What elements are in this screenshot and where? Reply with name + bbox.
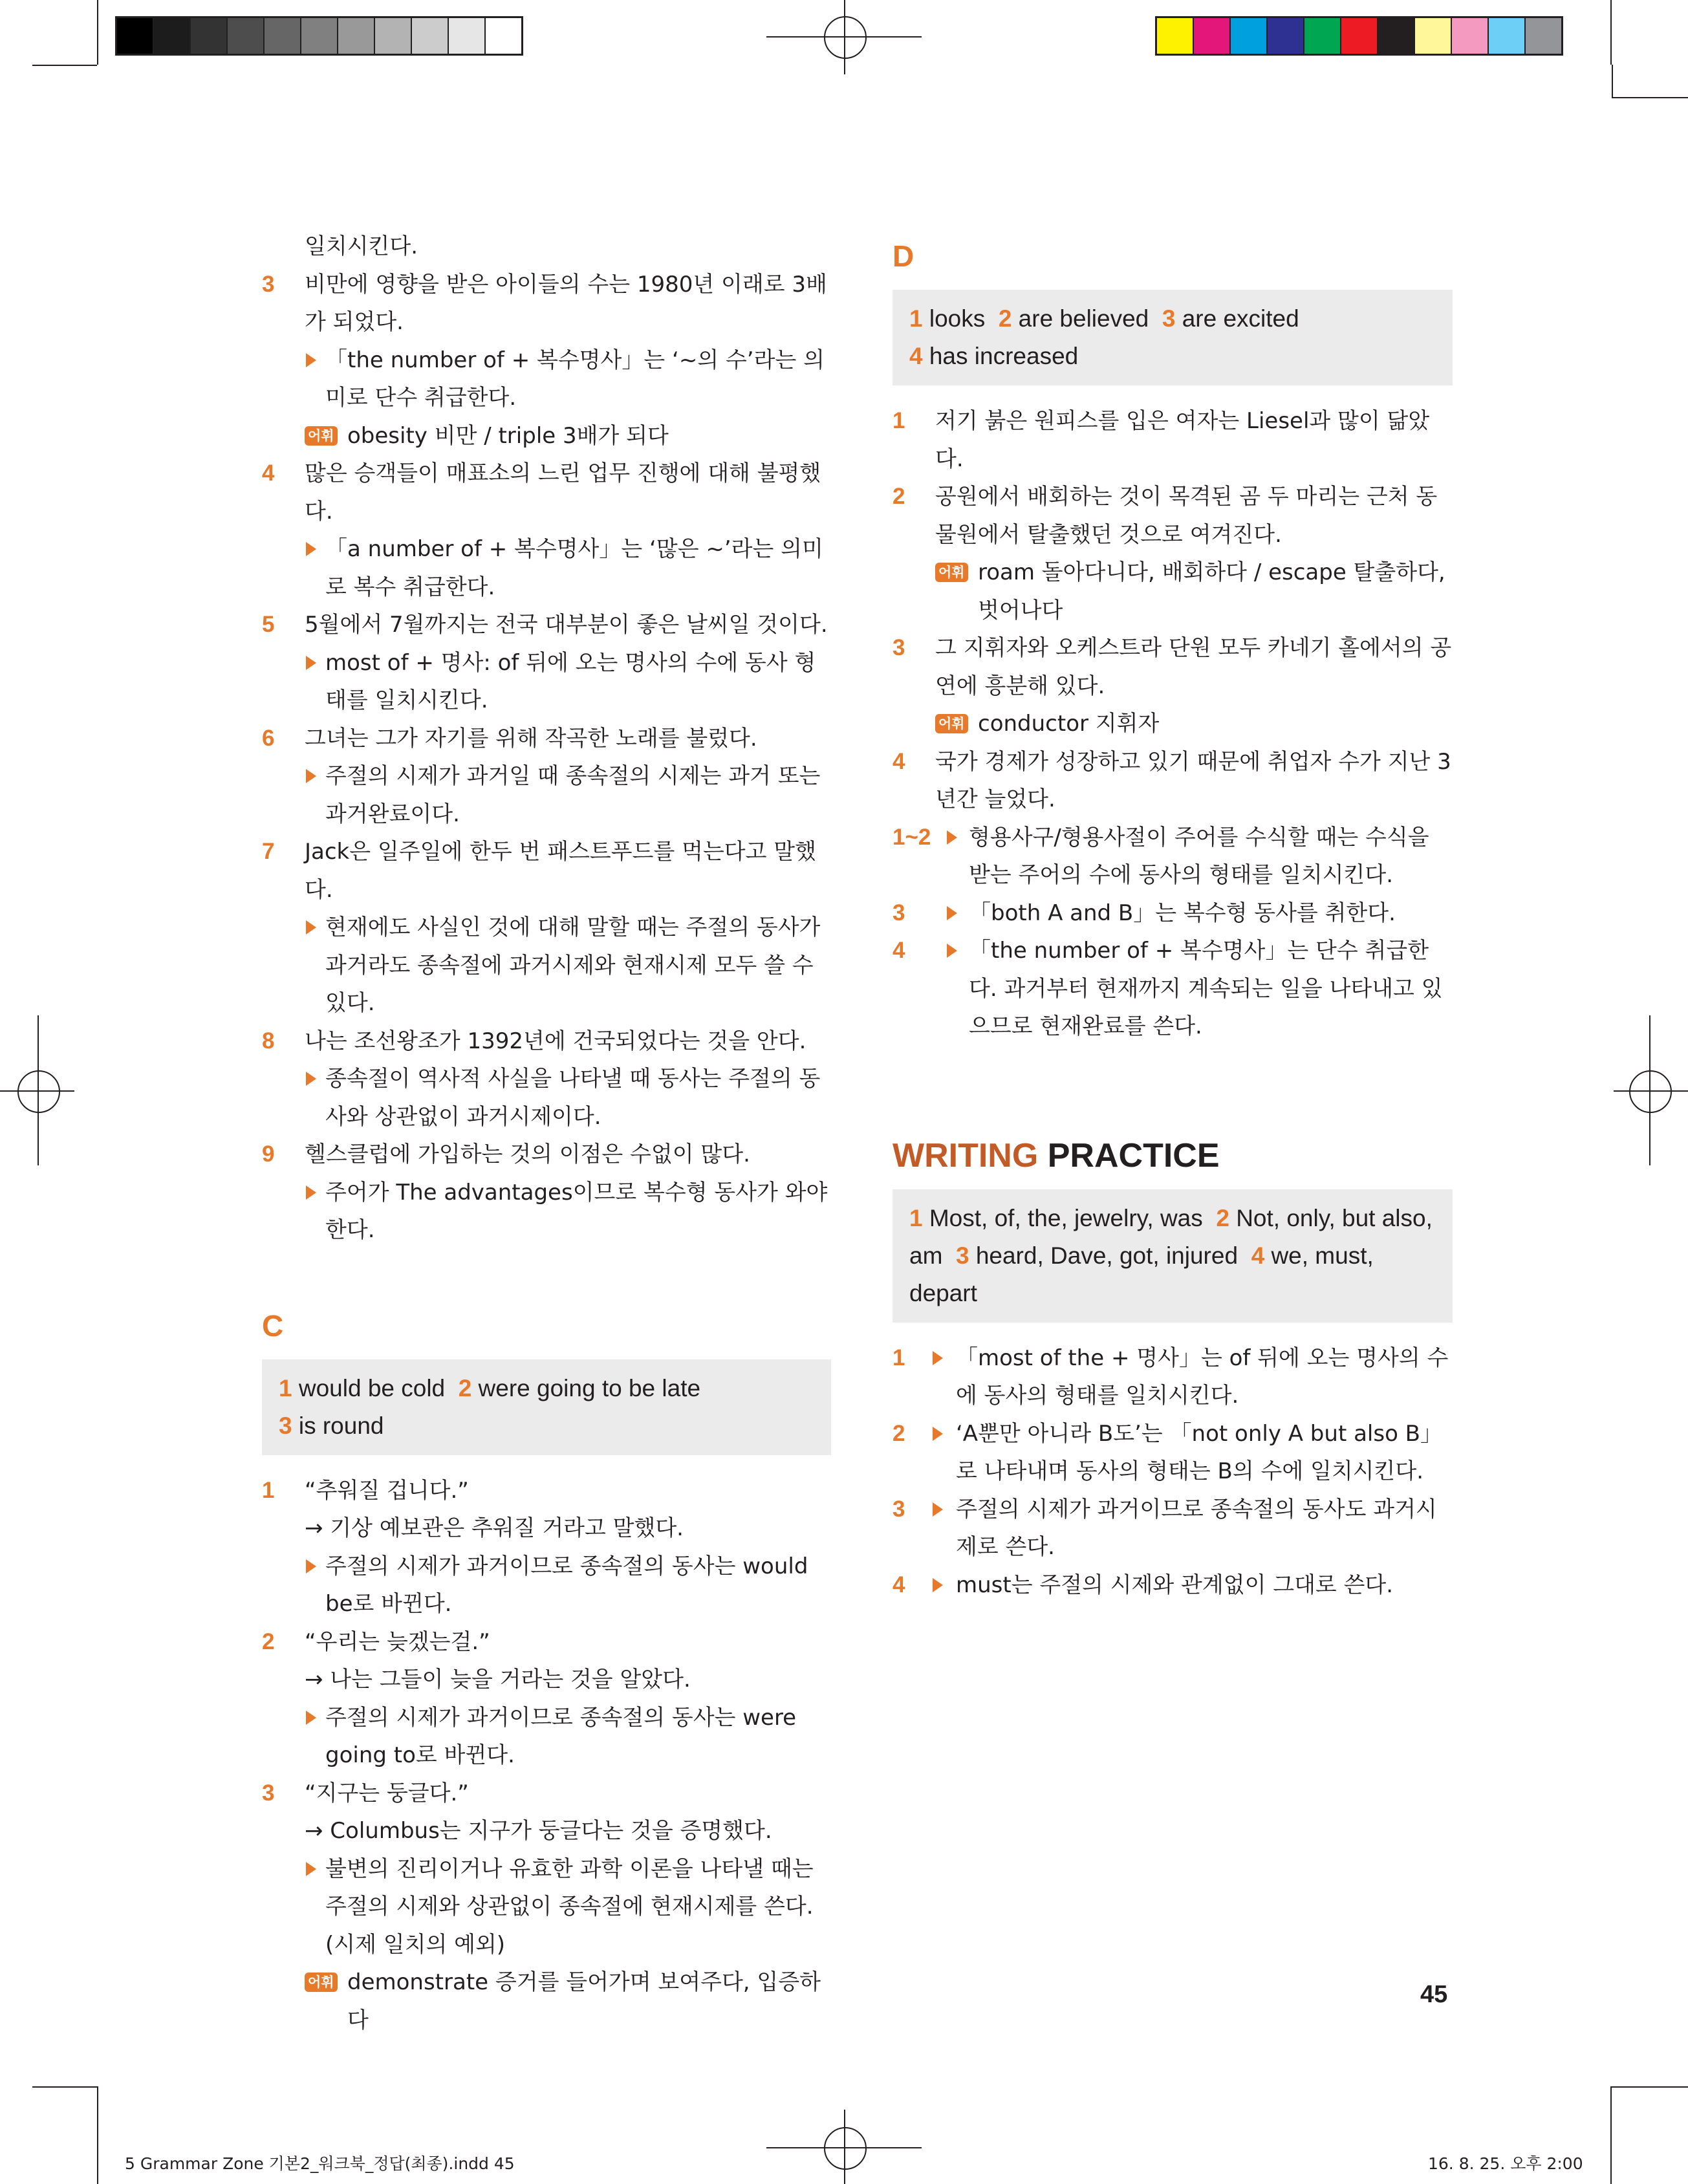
answer-number: 2	[458, 1374, 472, 1401]
item-c1	[262, 1472, 831, 1510]
explanation-note: 현재에도 사실인 것에 대해 말할 때는 주절의 동사가 과거라도 종속절에 과거시제와 현재시제 모두 쓸 수 있다.	[305, 909, 831, 1022]
item-number: 3	[262, 1780, 275, 1806]
item-number: 4	[893, 748, 905, 774]
section-d-heading: D	[893, 239, 914, 273]
left-column	[262, 228, 831, 2039]
answer-text: were going to be late	[478, 1374, 701, 1401]
item-text: 비만에 영향을 받은 아이들의 수는 1980년 이래로 3배가 되었다.	[305, 271, 827, 335]
greyscale-swatch	[191, 18, 228, 54]
heading-word: PRACTICE	[1047, 1136, 1220, 1174]
color-swatch	[1231, 18, 1268, 54]
color-swatch	[1452, 18, 1489, 54]
color-swatch	[1304, 18, 1341, 54]
item-number: 1	[262, 1477, 275, 1503]
item-number: 4	[262, 460, 275, 486]
item-number: 3	[893, 1496, 905, 1522]
explanation-note: 「the number of + 복수명사」는 ‘~의 수’라는 의미로 단수 취급한다.	[305, 341, 831, 417]
item-b8	[262, 1022, 831, 1061]
footer-filename: 5 Grammar Zone 기본2_워크북_정답(최종).indd 45	[125, 2154, 515, 2173]
greyscale-swatch	[486, 18, 521, 54]
item-c2	[262, 1623, 831, 1661]
color-swatch	[1489, 18, 1526, 54]
item-number: 1	[893, 408, 905, 433]
item-number: 5	[262, 612, 275, 637]
item-number: 3	[893, 900, 905, 925]
writing-note-3	[893, 1491, 1453, 1566]
item-b4	[262, 455, 831, 530]
converted-sentence: → Columbus는 지구가 둥글다는 것을 증명했다.	[305, 1818, 772, 1844]
item-d1	[893, 402, 1453, 478]
item-text: Jack은 일주일에 한두 번 패스트푸드를 먹는다고 말했다.	[305, 839, 816, 903]
answer-number: 3	[955, 1242, 969, 1269]
vocab-text: demonstrate 증거를 들어가며 보여주다, 입증하다	[347, 1969, 821, 2033]
item-number: 4	[893, 1572, 905, 1597]
answer-number: 1	[909, 1204, 923, 1231]
item-text: 나는 조선왕조가 1392년에 건국되었다는 것을 안다.	[305, 1028, 806, 1054]
answer-text: heard, Dave, got, injured	[975, 1242, 1239, 1269]
vocab-text: roam 돌아다니다, 배회하다 / escape 탈출하다, 벗어나다	[978, 559, 1445, 623]
item-text: “지구는 둥글다.”	[305, 1780, 469, 1806]
note-arrow-icon	[933, 1427, 943, 1441]
explanation-note: 주절의 시제가 과거일 때 종속절의 시제는 과거 또는 과거완료이다.	[305, 757, 831, 833]
note-text: 「both A and B」는 복수형 동사를 취한다.	[969, 900, 1396, 926]
heading-word: WRITING	[893, 1136, 1039, 1174]
answer-text: Not, only, but also, am	[909, 1204, 1433, 1269]
item-c3	[262, 1775, 831, 1813]
note-text: ‘A뿐만 아니라 B도’는 「not only A but also B」로 나타내며 동사의 형태는 B의 수에 일치시킨다.	[956, 1420, 1443, 1484]
writing-note-4	[893, 1566, 1453, 1605]
vocab-tag: 어휘	[305, 1973, 338, 1992]
item-d3	[893, 629, 1453, 705]
item-b5	[262, 606, 831, 644]
footer-datetime: 16. 8. 25. 오후 2:00	[1428, 2154, 1583, 2173]
answer-number: 3	[279, 1412, 292, 1439]
answer-text: looks	[929, 305, 986, 332]
color-swatch	[1415, 18, 1452, 54]
item-b9	[262, 1136, 831, 1174]
item-d4	[893, 743, 1453, 819]
section-c-heading: C	[262, 1308, 284, 1343]
vocab-line	[305, 1963, 831, 2039]
greyscale-swatch	[228, 18, 265, 54]
item-text: 국가 경제가 성장하고 있기 때문에 취업자 수가 지난 3년간 늘었다.	[935, 748, 1451, 812]
note-arrow-icon	[947, 906, 957, 920]
explanation-note: 종속절이 역사적 사실을 나타낼 때 동사는 주절의 동사와 상관없이 과거시제이다.	[305, 1060, 831, 1136]
item-number: 1	[893, 1345, 905, 1370]
answer-number: 2	[1216, 1204, 1229, 1231]
note-text: must는 주절의 시제와 관계없이 그대로 쓴다.	[956, 1572, 1394, 1598]
item-number: 8	[262, 1028, 275, 1054]
greyscale-swatch	[449, 18, 486, 54]
note-text: 「the number of + 복수명사」는 단수 취급한다. 과거부터 현재까지 계속되는 일을 나타내고 있으므로 현재완료를 쓴다.	[969, 938, 1443, 1039]
greyscale-swatch	[154, 18, 191, 54]
note-1-2	[893, 819, 1453, 894]
note-arrow-icon	[933, 1351, 943, 1365]
item-text: 그 지휘자와 오케스트라 단원 모두 카네기 홀에서의 공연에 흥분해 있다.	[935, 635, 1452, 699]
greyscale-swatch	[117, 18, 154, 54]
item-text: 공원에서 배회하는 것이 목격된 곰 두 마리는 근처 동물원에서 탈출했던 것으로 여겨진다.	[935, 484, 1438, 548]
section-c-answer-box	[262, 1359, 831, 1455]
explanation-note: 주절의 시제가 과거이므로 종속절의 동사는 were going to로 바뀐다.	[305, 1699, 831, 1775]
explanation-note: 주어가 The advantages이므로 복수형 동사가 와야 한다.	[305, 1174, 831, 1249]
vocab-line	[305, 417, 831, 455]
item-number: 2	[893, 484, 905, 509]
note-arrow-icon	[933, 1502, 943, 1517]
page-number: 45	[1420, 1981, 1448, 2008]
note-arrow-icon	[947, 830, 957, 845]
item-text: 5월에서 7월까지는 전국 대부분이 좋은 날씨일 것이다.	[305, 612, 828, 638]
note-text: 「most of the + 명사」는 of 뒤에 오는 명사의 수에 동사의 형태를 일치시킨다.	[956, 1345, 1449, 1409]
item-number: 2	[893, 1420, 905, 1446]
writing-note-1	[893, 1339, 1453, 1415]
right-column	[893, 237, 1453, 1604]
item-number: 3	[893, 635, 905, 660]
answer-text: are excited	[1182, 305, 1299, 332]
answer-text: is round	[298, 1412, 384, 1439]
vocab-text: obesity 비만 / triple 3배가 되다	[347, 422, 669, 449]
converted-sentence: → 나는 그들이 늦을 거라는 것을 알았다.	[305, 1667, 691, 1692]
answer-number: 1	[909, 305, 923, 332]
vocab-text: conductor 지휘자	[978, 711, 1160, 737]
explanation-note: 주절의 시제가 과거이므로 종속절의 동사는 would be로 바뀐다.	[305, 1548, 831, 1623]
vocab-tag: 어휘	[305, 426, 338, 446]
vocab-line	[935, 554, 1453, 629]
note-text: 형용사구/형용사절이 주어를 수식할 때는 수식을 받는 주어의 수에 동사의 형태를 일치시킨다.	[969, 824, 1429, 888]
item-b3	[262, 266, 831, 341]
item-number: 2	[262, 1628, 275, 1654]
note-4	[893, 932, 1453, 1046]
section-d-answer-box	[893, 290, 1453, 385]
answer-text: are believed	[1018, 305, 1149, 332]
explanation-note: 불변의 진리이거나 유효한 과학 이론을 나타낼 때는 주절의 시제와 상관없이 종속절에 현재시제를 쓴다. (시제 일치의 예외)	[305, 1850, 831, 1964]
item-number: 4	[893, 938, 905, 963]
item-number: 7	[262, 839, 275, 864]
explanation-note: most of + 명사: of 뒤에 오는 명사의 수에 동사 형태를 일치시킨다.	[305, 644, 831, 720]
answer-number: 3	[1162, 305, 1176, 332]
writing-practice-answer-box	[893, 1189, 1453, 1323]
greyscale-color-bar	[115, 16, 523, 56]
answer-number: 4	[909, 343, 923, 369]
answer-text: would be cold	[298, 1374, 446, 1401]
note-arrow-icon	[947, 944, 957, 958]
vocab-tag: 어휘	[935, 714, 968, 733]
note-arrow-icon	[933, 1578, 943, 1592]
greyscale-swatch	[375, 18, 412, 54]
continued-line: 일치시킨다.	[305, 233, 418, 259]
item-number: 1~2	[893, 824, 931, 850]
item-d2	[893, 478, 1453, 554]
answer-text: has increased	[929, 343, 1079, 369]
item-text: “추워질 겁니다.”	[305, 1477, 469, 1504]
item-b7	[262, 833, 831, 909]
item-number: 3	[262, 271, 275, 297]
color-swatch	[1157, 18, 1194, 54]
item-number: 9	[262, 1141, 275, 1167]
greyscale-swatch	[301, 18, 338, 54]
item-text: 그녀는 그가 자기를 위해 작곡한 노래를 불렀다.	[305, 725, 757, 751]
note-text: 주절의 시제가 과거이므로 종속절의 동사도 과거시제로 쓴다.	[956, 1496, 1437, 1560]
color-swatch	[1378, 18, 1415, 54]
item-number: 6	[262, 725, 275, 751]
item-text: “우리는 늦겠는걸.”	[305, 1628, 490, 1655]
greyscale-swatch	[338, 18, 375, 54]
item-text: 저기 붉은 원피스를 입은 여자는 Liesel과 많이 닮았다.	[935, 408, 1430, 472]
item-text: 많은 승객들이 매표소의 느린 업무 진행에 대해 불평했다.	[305, 460, 821, 524]
answer-number: 4	[1251, 1242, 1265, 1269]
answer-number: 1	[279, 1374, 292, 1401]
color-swatch	[1268, 18, 1304, 54]
color-swatch	[1194, 18, 1231, 54]
answer-text: we, must, depart	[909, 1242, 1374, 1306]
item-text: 헬스클럽에 가입하는 것의 이점은 수없이 많다.	[305, 1141, 750, 1167]
greyscale-swatch	[265, 18, 301, 54]
answer-number: 2	[998, 305, 1012, 332]
explanation-note: 「a number of + 복수명사」는 ‘많은 ~’라는 의미로 복수 취급한다.	[305, 530, 831, 606]
process-color-bar	[1155, 16, 1563, 56]
greyscale-swatch	[412, 18, 449, 54]
answer-text: Most, of, the, jewelry, was	[929, 1204, 1203, 1231]
converted-sentence: → 기상 예보관은 추워질 거라고 말했다.	[305, 1515, 684, 1541]
color-swatch	[1341, 18, 1378, 54]
color-swatch	[1526, 18, 1561, 54]
vocab-tag: 어휘	[935, 563, 968, 582]
item-b6	[262, 720, 831, 758]
writing-practice-heading	[893, 1136, 1453, 1175]
vocab-line	[935, 705, 1453, 743]
note-3	[893, 894, 1453, 933]
writing-note-2	[893, 1415, 1453, 1491]
